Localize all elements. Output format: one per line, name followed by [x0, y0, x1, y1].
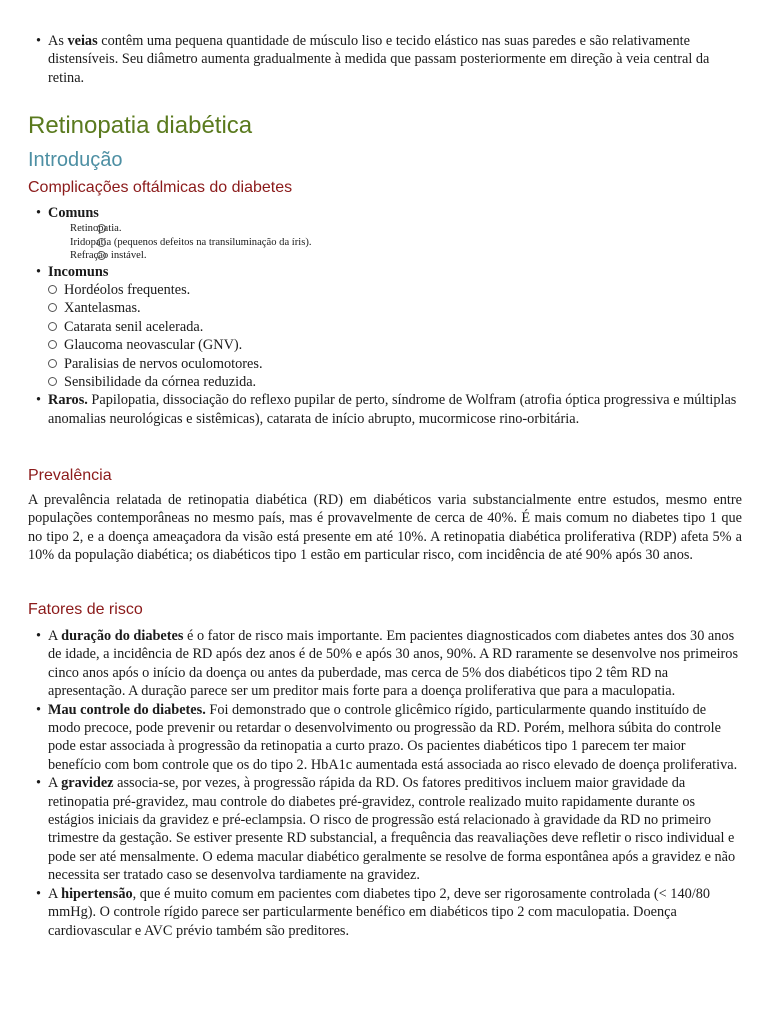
risk-item: • A hipertensão, que é muito comum em pacientes com diabetes tipo 2, deve ser rigorosamente controlada (< 140/80 mmHg). O controle rígido parece ser particularmente benéfico em diabéticos tipo 2 com maculopatia. Doença cardiovascular e AVC prévio também são preditores. [0, 885, 742, 940]
circle-bullet-icon [48, 285, 57, 294]
veins-text: contêm uma pequena quantidade de músculo liso e tecido elástico nas suas paredes e são relativamente distensíveis. Seu diâmetro aumenta gradualmente à medida que passam posteriormente em direção à veia central da retina. [48, 33, 710, 86]
prevalence-title: Prevalência [28, 467, 112, 484]
circle-bullet-icon [48, 377, 57, 386]
risk-item: • A gravidez associa-se, por vezes, à progressão rápida da RD. Os fatores preditivos incluem maior gravidade da retinopatia pré-gravidez, mau controle do diabetes pré-gravidez, controle realizado muito rapidamente durante os estágios iniciais da gravidez e pré-eclampsia. O risco de progressão está relacionado à gravidade da RD no primeiro trimestre da gestação. Se estiver presente RD substancial, a frequência das reavaliações deve refletir o risco individual e pode ser até mensalmente. O edema macular diabético geralmente se resolve de forma espontânea após a gravidez e não necessita ser tratado caso se desenvolva tardiamente na gravidez. [0, 774, 742, 884]
risk-item: • A duração do diabetes é o fator de risco mais importante. Em pacientes diagnosticados com diabetes antes dos 30 anos de idade, a incidência de RD após dez anos é de 50% e após 30 anos, 90%. A RD raramente se desenvolve nos primeiros cinco anos após o início da doença ou antes da puberdade, mas cerca de 5% dos diabéticos tipo 2 têm RD na apresentação. A duração parece ser um preditor mais forte para a doença proliferativa que para a maculopatia. [0, 627, 742, 701]
uncommon-item [0, 263, 742, 392]
intro-title: Introdução [28, 149, 123, 171]
common-subitem: Refração instável. [70, 250, 147, 262]
veins-pre: As [48, 33, 68, 49]
section-title: Retinopatia diabética [28, 112, 253, 139]
uncommon-subitem: Sensibilidade da córnea reduzida. [0, 373, 742, 391]
rare-text: Papilopatia, dissociação do reflexo pupilar de perto, síndrome de Wolfram (atrofia óptica progressiva e múltiplas anomalias neurológicas e sistêmicas), catarata de início abrupto, mucormicose rino-orbitária. [48, 392, 737, 427]
rare-item [0, 391, 742, 428]
uncommon-subitem: Paralisias de nervos oculomotores. [0, 355, 742, 373]
prevalence-text: A prevalência relatada de retinopatia diabética (RD) em diabéticos varia substancialmente entre estudos, mesmo entre populações contemporâneas no mesmo país, mas é provavelmente de cerca de 40%. É mais comum no diabetes tipo 1 que no tipo 2, e a doença ameaçadora da visão está presente em até 10%. A retinopatia diabética proliferativa (RDP) afeta 5% a 10% da população diabética; os diabéticos tipo 1 estão em particular risco, com incidência de até 90% após 30 anos. [28, 492, 742, 564]
circle-bullet-icon [48, 340, 57, 349]
circle-bullet-icon [48, 359, 57, 368]
veins-list [0, 32, 768, 87]
common-subitem: Iridopatia (pequenos defeitos na transiluminação da íris). [70, 236, 312, 248]
uncommon-subitem: Hordéolos frequentes. [0, 281, 742, 299]
uncommon-subitem: Catarata senil acelerada. [0, 318, 742, 336]
circle-bullet-icon [48, 303, 57, 312]
common-label: Comuns [48, 205, 99, 221]
common-sublist [48, 222, 742, 262]
circle-bullet-icon [48, 322, 57, 331]
uncommon-subitem: Glaucoma neovascular (GNV). [0, 336, 742, 354]
veins-item [0, 32, 742, 87]
uncommon-subitem: Xantelasmas. [0, 299, 742, 317]
uncommon-sublist [0, 281, 742, 391]
common-subitem: Retinopatia. [70, 223, 122, 235]
risk-item: • Mau controle do diabetes. Foi demonstrado que o controle glicêmico rígido, particularmente quando instituído de modo precoce, pode prevenir ou retardar o desenvolvimento ou progressão da RD. Porém, melhora súbita do controle pode estar associada à progressão da retinopatia a curto prazo. Os pacientes diabéticos tipo 1 parecem ter maior benefício com bom controle que os do tipo 2. HbA1c aumentada está associada ao risco elevado de doença proliferativa. [0, 701, 742, 775]
common-item [0, 204, 742, 263]
circle-bullet-icon [97, 238, 106, 247]
risk-list [0, 627, 768, 940]
complications-list [0, 204, 768, 428]
complications-title: Complicações oftálmicas do diabetes [28, 179, 293, 196]
uncommon-label: Incomuns [48, 263, 109, 280]
veins-bold: veias [67, 33, 98, 49]
rare-label: Raros. [48, 392, 88, 409]
risk-title: Fatores de risco [28, 601, 143, 618]
